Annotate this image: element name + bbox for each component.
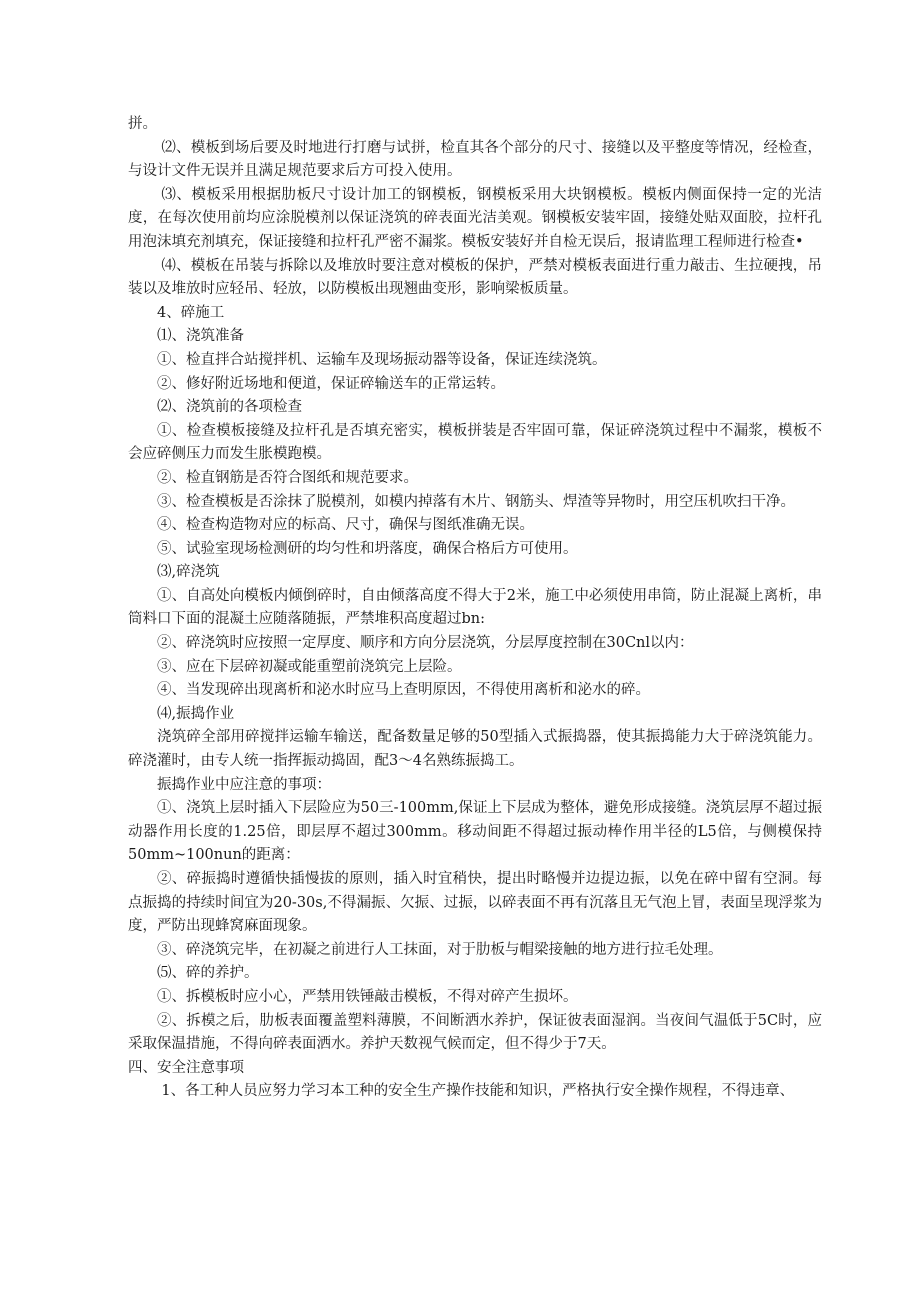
paragraph: ②、修好附近场地和便道，保证碎输送车的正常运转。 xyxy=(157,375,505,392)
paragraph: ①、检查模板接缝及拉杆孔是否填充密实，模板拼装是否牢固可靠，保证碎浇筑过程中不漏浆，模板不会应碎侧压力而发生胀模跑模。 xyxy=(128,422,822,463)
paragraph: ④、检查构造物对应的标高、尺寸，确保与图纸准确无误。 xyxy=(157,517,534,534)
paragraph: ④、当发现碎出现离析和泌水时应马上查明原因，不得使用离析和泌水的碎。 xyxy=(157,682,650,699)
paragraph: ⑶,碎浇筑 xyxy=(157,564,220,581)
paragraph: ③、碎浇筑完毕，在初凝之前进行人工抹面，对于肋板与帽梁接触的地方进行拉毛处理。 xyxy=(157,941,723,958)
paragraph: 4、碎施工 xyxy=(157,304,225,321)
paragraph: ②、拆模之后，肋板表面覆盖塑料薄膜，不间断洒水养护，保证彼表面湿润。当夜间气温低于5C时，应采取保温措施，不得向碎表面洒水。养护天数视气候而定，但不得少于7天。 xyxy=(128,1012,822,1053)
paragraph: 振捣作业中应注意的事项： xyxy=(157,776,331,793)
paragraph: 浇筑碎全部用碎搅拌运输车输送，配备数量足够的50型插入式振捣器，使其振捣能力大于碎浇筑能力。碎浇灌时，由专人统一指挥振动捣固，配3～4名熟练振捣工。 xyxy=(128,729,822,770)
paragraph: ⑸、碎的养护。 xyxy=(157,965,259,982)
paragraph: ①、自高处向模板内倾倒碎时，自由倾落高度不得大于2米，施工中必须使用串筒，防止混凝上离析，串筒料口下面的混凝土应随落随振，严禁堆积高度超过bn: xyxy=(128,587,822,628)
paragraph: ⑤、试验室现场检测研的均匀性和坍落度，确保合格后方可使用。 xyxy=(157,540,578,557)
paragraph: ③、检查模板是否涂抹了脱模剂，如模内掉落有木片、钢筋头、焊渣等异物时，用空压机吹扫干净。 xyxy=(157,493,795,510)
paragraph: 四、安全注意事项 xyxy=(128,1059,244,1076)
paragraph: ⑵、模板到场后要及时地进行打磨与试拼，检直其各个部分的尺寸、接缝以及平整度等情况，经检查，与设计文件无误并且满足规范要求后方可投入使用。 xyxy=(128,139,822,180)
paragraph: ①、检直拌合站搅拌机、运输车及现场振动器等设备，保证连续浇筑。 xyxy=(157,351,607,368)
paragraph: ⑴、浇筑准备 xyxy=(157,328,244,345)
paragraph: ①、浇筑上层时插入下层险应为50三-100mm,保证上下层成为整体，避免形成接缝。浇筑层厚不超过振动器作用长度的1.25倍，即层厚不超过300mm。移动间距不得超过振动棒作用半径的L5倍，与侧模保持50mm~100nun的距离： xyxy=(128,800,822,864)
document-page xyxy=(128,113,822,1104)
paragraph: ⑷,振捣作业 xyxy=(157,705,235,722)
paragraph: ①、拆模板时应小心，严禁用铁锤敲击模板，不得对碎产生损坏。 xyxy=(157,988,578,1005)
paragraph: 1、各工种人员应努力学习本工种的安全生产操作技能和知识，严格执行安全操作规程，不得违章、 xyxy=(161,1083,795,1100)
paragraph: 拼。 xyxy=(128,116,157,132)
paragraph: ②、碎振捣时遵循快插慢拔的原则，插入时宜稍快，提出时略慢并边提边振，以免在碎中留有空洞。每点振捣的持续时间宜为20-30s,不得漏振、欠振、过振，以碎表面不再有沉落且无气泡上冒，表面呈现浮浆为度，严防出现蜂窝麻面现象。 xyxy=(128,871,822,935)
paragraph: ⑵、浇筑前的各项检查 xyxy=(157,399,302,416)
paragraph: ②、检直钢筋是否符合图纸和规范要求。 xyxy=(157,469,418,486)
paragraph: ②、碎浇筑时应按照一定厚度、顺序和方向分层浇筑，分层厚度控制在30Cnl以内： xyxy=(157,635,694,652)
paragraph: ③、应在下层碎初凝或能重塑前浇筑完上层险。 xyxy=(157,658,462,675)
paragraph: ⑶、模板采用根据肋板尺寸设计加工的钢模板，钢模板采用大块钢模板。模板内侧面保持一定的光洁度，在每次使用前均应涂脱模剂以保证浇筑的碎表面光洁美观。钢模板安装牢固，接缝处贴双面胶，拉杆孔用泡沫填充剂填充，保证接缝和拉杆孔严密不漏浆。模板安装好并自检无误后，报请监理工程师进行检查• xyxy=(128,186,822,250)
paragraph: ⑷、模板在吊装与拆除以及堆放时要注意对模板的保护，严禁对模板表面进行重力敲击、生拉硬拽，吊装以及堆放时应轻吊、轻放，以防模板出现翘曲变形，影响梁板质量。 xyxy=(128,257,822,298)
